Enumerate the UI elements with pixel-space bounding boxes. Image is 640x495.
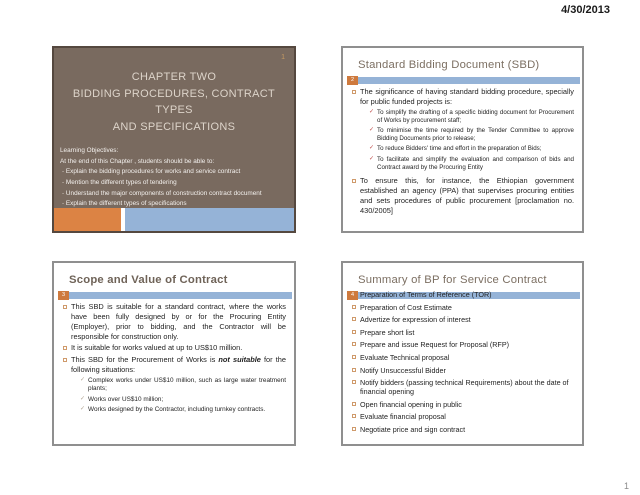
sub-bullet-item: ✓ Works designed by the Contractor, including turnkey contracts. [80, 406, 286, 414]
list-item: Prepare and issue Request for Proposal (RFP) [352, 340, 574, 349]
bullet-square-icon [352, 317, 356, 321]
slide-3-number-tag: 3 [58, 291, 69, 300]
slide-2-number-tag: 2 [347, 76, 358, 85]
bullet-square-icon [352, 427, 356, 431]
bullet-square-icon [352, 330, 356, 334]
bullet-item: This SBD is suitable for a standard contract, where the works have been fully designed by or for the Procuring Entity (Employer), prior to bidding, and the Contractor will be responsible for construction only. [63, 302, 286, 341]
bullet-item: It is suitable for works valued at up to US$10 million. [63, 343, 286, 353]
bullet-square-icon [63, 358, 67, 362]
checkmark-icon [369, 109, 374, 125]
bullet-item: To ensure this, for instance, the Ethiopian government established an agency (PPA) that supervises procuring entities and sets procedures of public procurement [proclamation no. 430/2005] [352, 176, 574, 215]
bullet-square-icon [352, 305, 356, 309]
objective-item: - Mention the different types of tendering [60, 178, 288, 189]
checkmark-icon [80, 406, 85, 414]
slide-1-chapter-title [52, 46, 296, 233]
title-underline [343, 77, 582, 85]
blue-bar [347, 77, 580, 84]
list-item: Prepare short list [352, 328, 574, 337]
footer-decoration [54, 208, 294, 231]
list-item: Negotiate price and sign contract [352, 425, 574, 434]
checkmark-icon [369, 145, 374, 153]
checkmark-icon [80, 396, 85, 404]
bullet-square-icon [352, 179, 356, 183]
sub-bullet-item: ✓ Complex works under US$10 million, such as large water treatment plants; [80, 377, 286, 394]
slide-4-bp-summary [341, 261, 584, 446]
slide-3-scope-value [52, 261, 296, 446]
list-item: Advertize for expression of interest [352, 315, 574, 324]
list-item: Notify bidders (passing technical Requirements) about the date of financial opening [352, 378, 574, 396]
bullet-square-icon [352, 342, 356, 346]
title-underline [54, 292, 294, 300]
rich-bullet-text: This SBD for the Procurement of Works is not suitable for the following situations: [71, 355, 286, 375]
title-line-3: AND SPECIFICATIONS [112, 120, 236, 133]
checkmark-icon [80, 377, 85, 394]
title-line-1: CHAPTER TWO [131, 71, 217, 83]
list-item: Notify Unsuccessful Bidder [352, 366, 574, 375]
objective-item: - Explain the bidding procedures for works and service contract [60, 167, 288, 178]
bullet-square-icon [63, 305, 67, 309]
objective-item: - Understand the major components of construction contract document [60, 189, 288, 200]
bullet-square-icon [352, 380, 356, 384]
bullet-item [63, 355, 286, 375]
sub-bullet-item: ✓ To reduce Bidders' time and effort in the preparation of Bids; [369, 145, 574, 153]
checkmark-icon [369, 127, 374, 143]
slide-4-title: Summary of BP for Service Contract [358, 274, 547, 286]
learning-objectives-block [60, 146, 288, 210]
sub-bullet-item: ✓ To simplify the drafting of a specific bidding document for Procurement of Works by procurement staff; [369, 109, 574, 125]
bullet-square-icon [352, 90, 356, 94]
page-number: 1 [623, 481, 629, 491]
list-item: Open financial opening in public [352, 400, 574, 409]
orange-bar [54, 208, 121, 231]
sub-bullet-item: ✓ To minimise the time required by the Tender Committee to approve Bidding Documents prior to release; [369, 127, 574, 143]
objectives-lead: At the end of this Chapter , students should be able to: [60, 157, 215, 165]
blue-bar [58, 292, 292, 299]
bullet-square-icon [63, 346, 67, 350]
sub-bullet-item: ✓ Works over US$10 million; [80, 396, 286, 404]
slide-4-body [352, 290, 574, 434]
slide-3-title: Scope and Value of Contract [69, 274, 228, 286]
header-date: 4/30/2013 [561, 4, 610, 16]
emphasized-text: not suitable [218, 355, 261, 365]
objective-item: - Explain the different types of specifications [60, 199, 288, 210]
title-line-2: BIDDING PROCEDURES, CONTRACT TYPES [72, 87, 276, 116]
bullet-item: The significance of having standard bidding procedure, specially for public funded projects is: [352, 87, 574, 107]
bullet-square-icon [352, 414, 356, 418]
list-item: Preparation of Terms of Reference (TOR) [352, 290, 574, 299]
slide-4-number-tag: 4 [347, 291, 358, 300]
checkmark-icon [369, 156, 374, 172]
list-item: Preparation of Cost Estimate [352, 303, 574, 312]
list-item: Evaluate Technical proposal [352, 353, 574, 362]
slide-1-number: 1 [281, 54, 285, 61]
list-item: Evaluate financial proposal [352, 412, 574, 421]
slide-2-body [352, 87, 574, 215]
objectives-heading: Learning Objectives: [60, 147, 119, 154]
slide-1-title [58, 69, 290, 135]
blue-bar [125, 208, 294, 231]
slide-2-title: Standard Bidding Document (SBD) [358, 59, 540, 71]
bullet-square-icon [352, 368, 356, 372]
sub-bullet-item: ✓ To facilitate and simplify the evaluation and comparison of bids and Contract award by the Procuring Entity [369, 156, 574, 172]
bullet-square-icon [352, 355, 356, 359]
slide-2-sbd [341, 46, 584, 233]
slide-3-body [63, 302, 286, 415]
bullet-square-icon [352, 402, 356, 406]
